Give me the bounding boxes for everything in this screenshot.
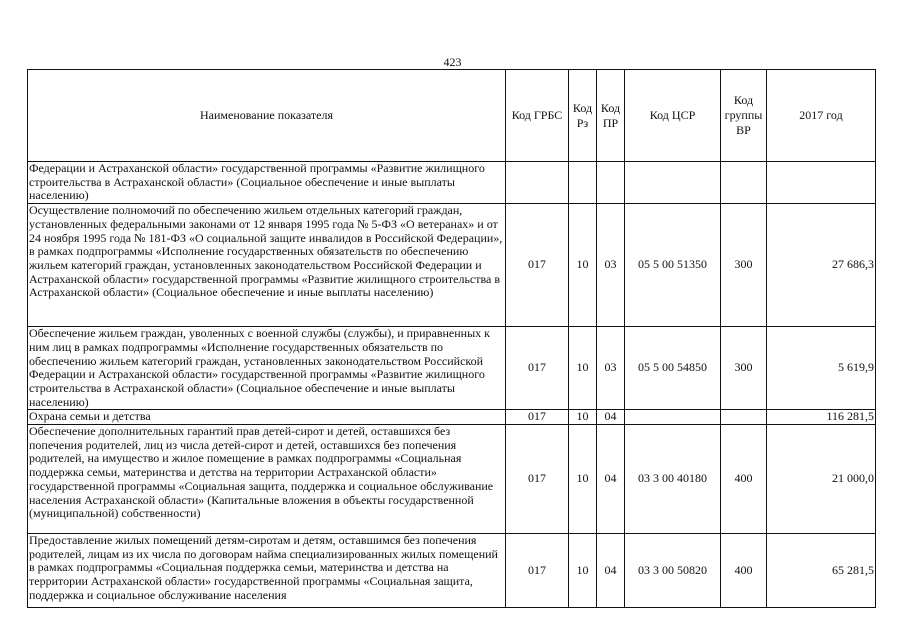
row-csr — [625, 410, 721, 425]
row-grbs: 017 — [506, 425, 569, 534]
page-number: 423 — [443, 55, 462, 69]
row-grbs: 017 — [506, 534, 569, 608]
row-name: Предоставление жилых помещений детям-сиротам и детям, оставшимся без попечения родителей, лицам из их числа по договорам найма специализированных жилых помещений в рамках подпрограммы «Социальная поддержка семьи, материнства и детства на территории Астраханской области» государственной программы «Социальная защита, поддержка и социальное обслуживание населения — [28, 534, 506, 608]
header-csr: Код ЦСР — [625, 70, 721, 162]
header-name: Наименование показателя — [28, 70, 506, 162]
row-grbs: 017 — [506, 410, 569, 425]
row-pr: 04 — [597, 534, 625, 608]
row-pr — [597, 162, 625, 204]
header-year: 2017 год — [767, 70, 876, 162]
row-grbs: 017 — [506, 204, 569, 327]
table-row — [28, 162, 876, 204]
row-name: Охрана семьи и детства — [28, 410, 506, 425]
table-row — [28, 204, 876, 327]
header-grbs: Код ГРБС — [506, 70, 569, 162]
row-amount: 5 619,9 — [767, 327, 876, 410]
row-name: Обеспечение дополнительных гарантий прав детей-сирот и детей, оставшихся без попечения родителей, лиц из числа детей-сирот и детей, оставшихся без попечения родителей, на имущество и жилое помещение в рамках подпрограммы «Социальная поддержка семьи, материнства и детства на территории Астраханской области» государственной программы «Социальная защита, поддержка и социальное обслуживание населения Астраханской области» (Капитальные вложения в объекты государственной (муниципальной) собственности) — [28, 425, 506, 534]
row-grbs: 017 — [506, 327, 569, 410]
row-amount: 116 281,5 — [767, 410, 876, 425]
row-name: Обеспечение жильем граждан, уволенных с военной службы (службы), и приравненных к ним лиц в рамках подпрограммы «Исполнение государственных обязательств по обеспечению жильем категорий граждан, установленных законодательством Российской Федерации и Астраханской области» государственной программы «Развитие жилищного строительства в Астраханской области» (Социальное обеспечение и иные выплаты населению) — [28, 327, 506, 410]
budget-table — [27, 69, 876, 608]
row-pr: 03 — [597, 327, 625, 410]
row-csr: 03 3 00 40180 — [625, 425, 721, 534]
row-name: Осуществление полномочий по обеспечению жильем отдельных категорий граждан, установленных федеральными законами от 12 января 1995 года № 5-ФЗ «О ветеранах» и от 24 ноября 1995 года № 181-ФЗ «О социальной защите инвалидов в Российской Федерации», в рамках подпрограммы «Исполнение государственных обязательств по обеспечению жильем категорий граждан, установленных законодательством Российской Федерации и Астраханской области» государственной программы «Развитие жилищного строительства в Астраханской области» (Социальное обеспечение и иные выплаты населению) — [28, 204, 506, 327]
row-grbs — [506, 162, 569, 204]
row-vr — [721, 410, 767, 425]
row-vr: 400 — [721, 534, 767, 608]
table-row — [28, 534, 876, 608]
row-pr: 04 — [597, 410, 625, 425]
table-header-row — [28, 70, 876, 162]
row-csr: 05 5 00 51350 — [625, 204, 721, 327]
row-rz: 10 — [569, 425, 597, 534]
table-row — [28, 425, 876, 534]
header-pr: Код ПР — [597, 70, 625, 162]
row-vr — [721, 162, 767, 204]
row-vr: 300 — [721, 204, 767, 327]
row-amount: 21 000,0 — [767, 425, 876, 534]
row-rz: 10 — [569, 534, 597, 608]
row-vr: 300 — [721, 327, 767, 410]
row-csr: 03 3 00 50820 — [625, 534, 721, 608]
table-row — [28, 327, 876, 410]
row-rz: 10 — [569, 204, 597, 327]
row-rz — [569, 162, 597, 204]
row-amount — [767, 162, 876, 204]
row-name: Федерации и Астраханской области» государственной программы «Развитие жилищного строительства в Астраханской области» (Социальное обеспечение и иные выплаты населению) — [28, 162, 506, 204]
row-csr — [625, 162, 721, 204]
row-csr: 05 5 00 54850 — [625, 327, 721, 410]
row-amount: 65 281,5 — [767, 534, 876, 608]
row-vr: 400 — [721, 425, 767, 534]
header-vr: Код группы ВР — [721, 70, 767, 162]
table-row — [28, 410, 876, 425]
row-amount: 27 686,3 — [767, 204, 876, 327]
header-rz: Код Рз — [569, 70, 597, 162]
row-rz: 10 — [569, 410, 597, 425]
row-rz: 10 — [569, 327, 597, 410]
row-pr: 04 — [597, 425, 625, 534]
row-pr: 03 — [597, 204, 625, 327]
